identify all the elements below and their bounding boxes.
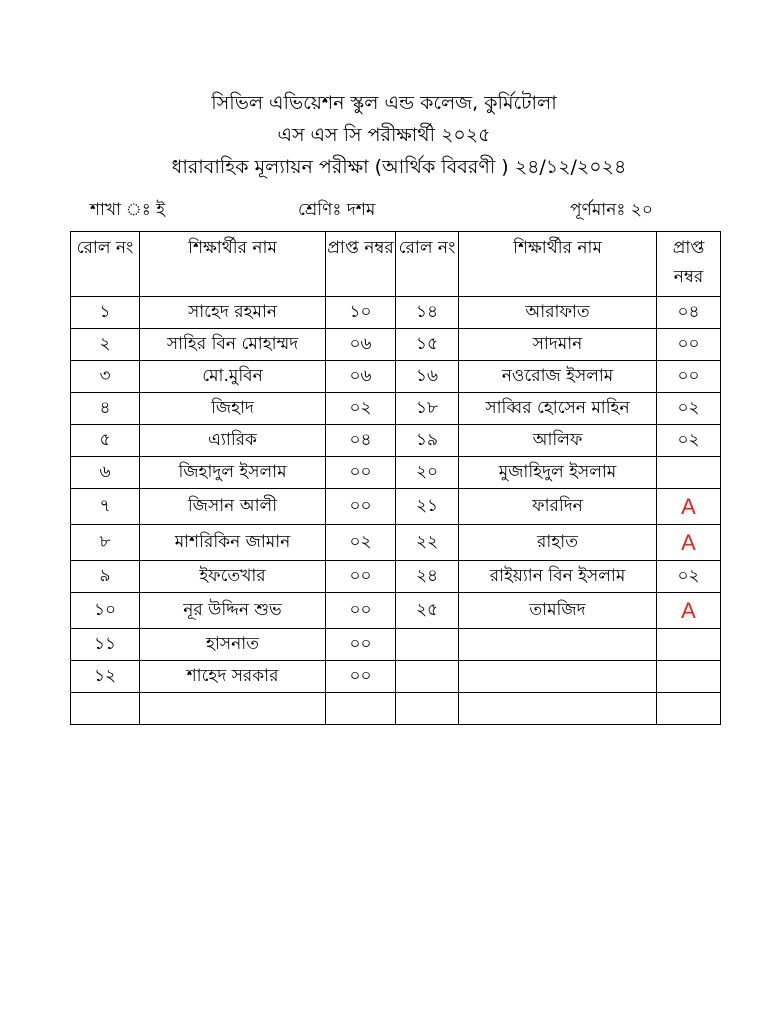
table-row (71, 561, 721, 593)
roll-cell: ৮ (71, 525, 140, 561)
name-cell: সাদমান (459, 329, 657, 361)
roll-cell: ১ (71, 297, 140, 329)
marks-cell: ০০ (326, 629, 396, 661)
marks-cell: ১০ (326, 297, 396, 329)
roll-cell: ১১ (71, 629, 140, 661)
exam-group-title: এস এস সি পরীক্ষার্থী ২০২৫ (277, 124, 491, 146)
roll-cell: ২২ (396, 525, 459, 561)
table-row (71, 297, 721, 329)
header-marks-left: প্রাপ্ত নম্বর (326, 232, 396, 297)
marks-cell: A (657, 525, 721, 561)
name-cell (140, 693, 326, 725)
roll-cell: ৩ (71, 361, 140, 393)
roll-cell: ১০ (71, 593, 140, 629)
table-header-row (71, 232, 721, 297)
marks-cell: ০০ (326, 593, 396, 629)
name-cell: জিহাদুল ইসলাম (140, 457, 326, 489)
marks-cell: ০০ (326, 561, 396, 593)
full-marks-label: পূর্ণমানঃ ২০ (570, 200, 653, 220)
roll-cell: ২৫ (396, 593, 459, 629)
marks-cell: ০২ (657, 561, 721, 593)
marks-cell (326, 693, 396, 725)
table-row (71, 361, 721, 393)
marks-cell: ০৪ (657, 297, 721, 329)
header-name-right: শিক্ষার্থীর নাম (459, 232, 657, 297)
marks-cell: ০৬ (326, 361, 396, 393)
roll-cell: ৭ (71, 489, 140, 525)
branch-label: শাখা ঃ ই (90, 200, 166, 220)
roll-cell: ২০ (396, 457, 459, 489)
header-marks-right: প্রাপ্ত নম্বর (657, 232, 721, 297)
name-cell: শাহেদ সরকার (140, 661, 326, 693)
marks-cell: ০৬ (326, 329, 396, 361)
name-cell: এ্যারিক (140, 425, 326, 457)
name-cell: নওরোজ ইসলাম (459, 361, 657, 393)
marks-cell (657, 629, 721, 661)
class-label: শ্রেণিঃ দশম (298, 200, 376, 220)
marks-cell: A (657, 593, 721, 629)
marks-cell: ০২ (657, 393, 721, 425)
roll-cell (396, 661, 459, 693)
table-row (71, 329, 721, 361)
institution-title: সিভিল এভিয়েশন স্কুল এন্ড কলেজ, কুর্মিটোলা (211, 92, 557, 114)
name-cell: জিসান আলী (140, 489, 326, 525)
roll-cell: ১৮ (396, 393, 459, 425)
marks-cell: ০৪ (326, 425, 396, 457)
roll-cell: ৫ (71, 425, 140, 457)
marks-cell (657, 457, 721, 489)
exam-title: ধারাবাহিক মূল্যায়ন পরীক্ষা (আর্থিক বিবরণী ) ২৪/১২/২০২৪ (171, 156, 627, 178)
roll-cell: ৪ (71, 393, 140, 425)
name-cell (459, 661, 657, 693)
header-roll-left: রোল নং (71, 232, 140, 297)
header-roll-right: রোল নং (396, 232, 459, 297)
roll-cell: ২৪ (396, 561, 459, 593)
table-row (71, 489, 721, 525)
name-cell: মাশরিকিন জামান (140, 525, 326, 561)
table-row (71, 425, 721, 457)
marks-cell: ০২ (657, 425, 721, 457)
roll-cell: ১২ (71, 661, 140, 693)
name-cell: মুজাহিদুল ইসলাম (459, 457, 657, 489)
roll-cell (396, 693, 459, 725)
table-row (71, 593, 721, 629)
roll-cell: ১৬ (396, 361, 459, 393)
table-row (71, 393, 721, 425)
roll-cell (396, 629, 459, 661)
name-cell: হাসনাত (140, 629, 326, 661)
roll-cell: ১৯ (396, 425, 459, 457)
marks-cell: ০২ (326, 525, 396, 561)
marks-cell: ০২ (326, 393, 396, 425)
roll-cell: ১৫ (396, 329, 459, 361)
marks-cell: ০০ (657, 329, 721, 361)
name-cell: রাইয়্যান বিন ইসলাম (459, 561, 657, 593)
marks-cell: ০০ (657, 361, 721, 393)
table-row (71, 525, 721, 561)
name-cell: নূর উদ্দিন শুভ (140, 593, 326, 629)
name-cell: আলিফ (459, 425, 657, 457)
name-cell: সাহেদ রহমান (140, 297, 326, 329)
marks-cell: ০০ (326, 489, 396, 525)
name-cell (459, 629, 657, 661)
roll-cell (71, 693, 140, 725)
roll-cell: ১৪ (396, 297, 459, 329)
marks-cell: ০০ (326, 457, 396, 489)
marks-cell: ০০ (326, 661, 396, 693)
table-row (71, 457, 721, 489)
table-row (71, 629, 721, 661)
name-cell: ফারদিন (459, 489, 657, 525)
table-row (71, 661, 721, 693)
roll-cell: ৬ (71, 457, 140, 489)
name-cell: মো.মুবিন (140, 361, 326, 393)
name-cell: ইফতেখার (140, 561, 326, 593)
name-cell: জিহাদ (140, 393, 326, 425)
name-cell: তামজিদ (459, 593, 657, 629)
marks-cell: A (657, 489, 721, 525)
name-cell: আরাফাত (459, 297, 657, 329)
roll-cell: ৯ (71, 561, 140, 593)
roll-cell: ২১ (396, 489, 459, 525)
marks-cell (657, 661, 721, 693)
name-cell: রাহাত (459, 525, 657, 561)
name-cell: সাব্বির হোসেন মাহিন (459, 393, 657, 425)
marks-cell (657, 693, 721, 725)
name-cell: সাহির বিন মোহাম্মদ (140, 329, 326, 361)
roll-cell: ২ (71, 329, 140, 361)
marks-table (70, 231, 721, 725)
header-name-left: শিক্ষার্থীর নাম (140, 232, 326, 297)
table-row (71, 693, 721, 725)
name-cell (459, 693, 657, 725)
